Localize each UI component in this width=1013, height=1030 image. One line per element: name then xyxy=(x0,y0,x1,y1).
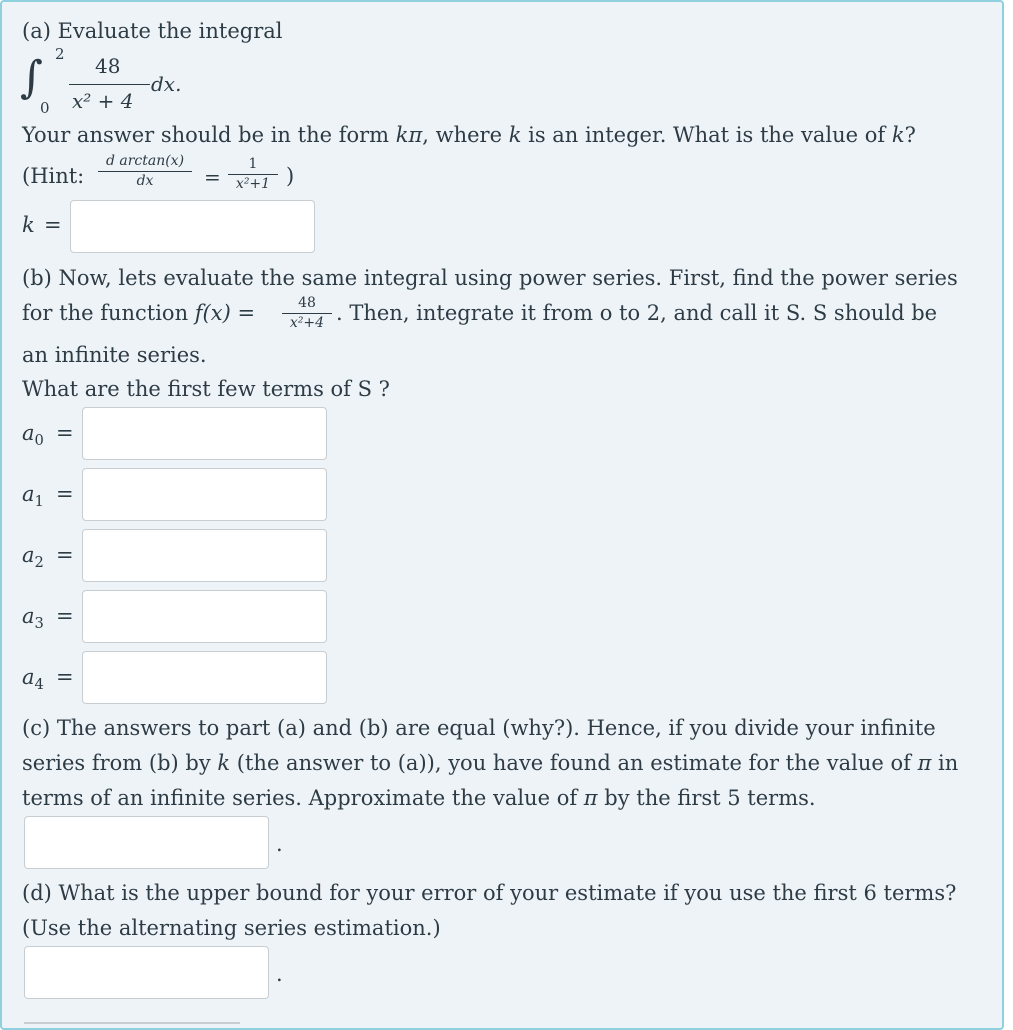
pi-estimate-period: . xyxy=(276,832,283,856)
pi-estimate-input[interactable] xyxy=(24,816,269,869)
error-bound-input[interactable] xyxy=(24,946,269,999)
part-c-line2: series from (b) by k (the answer to (a)), you have found an estimate for the value of π in xyxy=(22,751,959,775)
hint-equals: = xyxy=(204,165,221,189)
term-label-a1: $a_1$ xyxy=(22,482,44,511)
part-b-line2-end: . Then, integrate it from o to 2, and call it S. S should be xyxy=(336,301,938,325)
part-b-function-fraction: 48 x²+4 xyxy=(282,296,332,332)
part-b-line2-start: for the function f(x) = xyxy=(22,301,256,325)
question-panel: (a) Evaluate the integral ∫ 2 0 48 x² + 4 dx. Your answer should be in the form kπ, where k is an integer. What is the value of k? (Hint: d arctan(x) dx = 1 x²+1 ) k = (b) Now, lets evaluate the same integral using power series. First, find the power series for the function f(x) = 48 x²+4 . Then, integrate it from o to 2, and call it S. S should be an infinite series. What are the first few terms of S ? $a_0$ = $a_1$ = $a_2$ = $a_3$ = $a_4$ = (c) The answers to part (a) and (b) are equal (why?). Hence, if you divide your infinite series from (b) by k (the answer to (a)), you have found an estimate for the value of π in terms of an infinite series. Approximate the value of π by the first 5 terms. . (d) What is the upper bound for your error of your estimate if you use the first 6 terms? (Use the alternating series estimation.) . xyxy=(0,0,1004,1030)
integral-upper-limit: 2 xyxy=(55,45,65,63)
part-b-line1: (b) Now, lets evaluate the same integral using power series. First, find the power series xyxy=(22,266,958,290)
term-label-a0: $a_0$ xyxy=(22,421,44,450)
term-label-a4: $a_4$ xyxy=(22,665,44,694)
hint-rhs-fraction: 1 x²+1 xyxy=(228,157,278,193)
hint-close: ) xyxy=(286,164,295,188)
part-a-instruction: Your answer should be in the form kπ, where k is an integer. What is the value of k? xyxy=(22,123,916,147)
term-input-a3[interactable] xyxy=(82,590,327,643)
term-label-a3: $a_3$ xyxy=(22,604,44,633)
integral-fraction-bar xyxy=(69,84,150,85)
integral-lower-limit: 0 xyxy=(40,99,50,117)
error-bound-period: . xyxy=(276,962,283,986)
k-label: k xyxy=(22,213,35,237)
term-input-a4[interactable] xyxy=(82,651,327,704)
integral-numerator: 48 xyxy=(95,54,121,78)
term-input-a0[interactable] xyxy=(82,407,327,460)
part-b-line3: an infinite series. xyxy=(22,343,207,367)
term-label-a2: $a_2$ xyxy=(22,543,44,572)
part-a-heading: (a) Evaluate the integral xyxy=(22,19,283,43)
term-input-a1[interactable] xyxy=(82,468,327,521)
part-c-line1: (c) The answers to part (a) and (b) are equal (why?). Hence, if you divide your infinite xyxy=(22,716,936,740)
k-answer-input[interactable] xyxy=(70,200,315,253)
part-b-question: What are the first few terms of S ? xyxy=(22,377,390,401)
hint-open: (Hint: xyxy=(22,164,85,188)
part-d-line1: (d) What is the upper bound for your error of your estimate if you use the first 6 terms? xyxy=(22,881,957,905)
k-equals: = xyxy=(44,213,62,237)
hint-derivative-fraction: d arctan(x) dx xyxy=(98,154,192,190)
integral-denominator: x² + 4 xyxy=(72,89,134,113)
integral-sign: ∫ xyxy=(20,52,43,103)
part-d-line2: (Use the alternating series estimation.) xyxy=(22,916,441,940)
term-input-a2[interactable] xyxy=(82,529,327,582)
part-c-line3: terms of an infinite series. Approximate the value of π by the first 5 terms. xyxy=(22,786,816,810)
integral-differential: dx. xyxy=(151,72,182,96)
